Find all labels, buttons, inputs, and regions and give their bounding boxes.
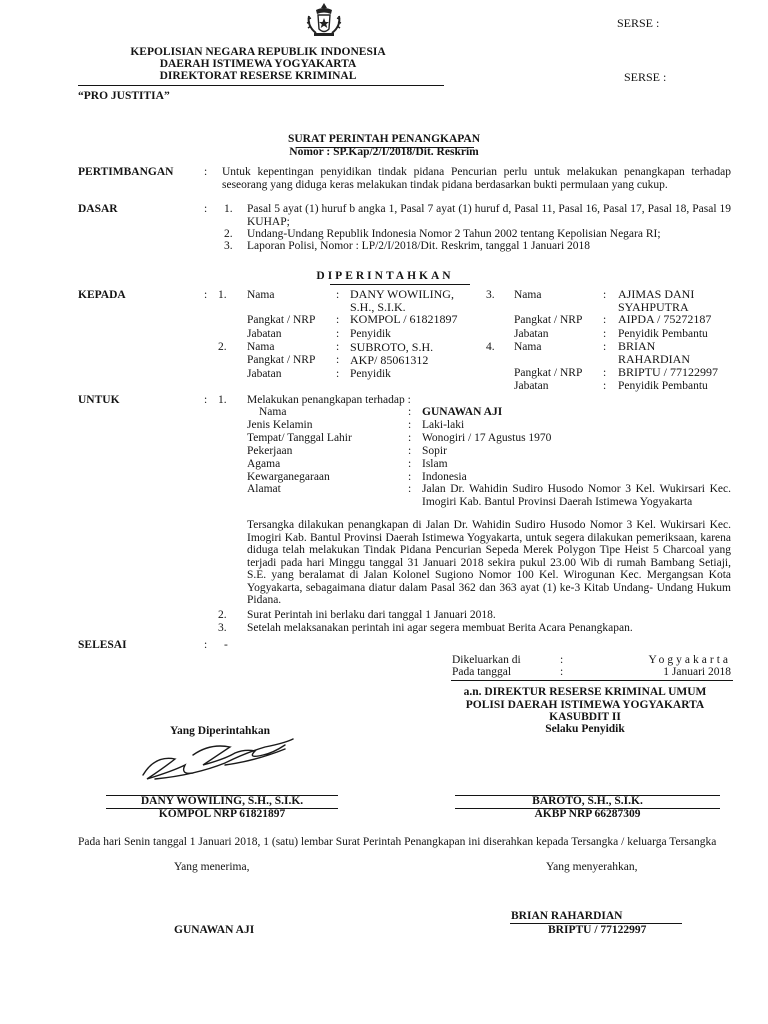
signature-icon [135, 735, 300, 787]
suspect-label: Kewarganegaraan [247, 471, 330, 483]
untuk-colon: : [204, 394, 208, 406]
sep-colon: : [336, 289, 340, 301]
untuk-item-num: 2. [218, 609, 227, 621]
sep-colon: : [603, 289, 607, 301]
dasar-item-text: Laporan Polisi, Nomor : LP/2/I/2018/Dit. Reskrim, tanggal 1 Januari 2018 [247, 240, 591, 252]
issued-place: Yogyakarta [648, 654, 731, 666]
pertimbangan-label: PERTIMBANGAN [78, 166, 174, 178]
left-signer-label: Yang Diperintahkan [169, 725, 270, 737]
pro-justitia: “PRO JUSTITIA” [78, 90, 170, 102]
diperintahkan-underline [330, 284, 470, 285]
suspect-value: Sopir [422, 445, 447, 457]
issued-underline [451, 680, 733, 681]
serse-right-label: SERSE : [624, 70, 667, 84]
issued-date: 1 Januari 2018 [663, 666, 731, 678]
nama-label: Nama [514, 289, 542, 301]
right-signer-nrp: AKBP NRP 66287309 [534, 808, 641, 820]
sep-colon: : [603, 367, 607, 379]
pertimbangan-text: Untuk kepentingan penyidikan tindak pidana Pencurian perlu untuk melakukan penangkapan terhadap seseorang yang diduga keras melakukan tindak pidana berdasarkan bukti permulaan yang cukup. [222, 166, 731, 191]
pangkat-label: Pangkat / NRP [247, 314, 316, 326]
sep-colon: : [336, 341, 340, 353]
authority-line-2: POLISI DAERAH ISTIMEWA YOGYAKARTA [465, 699, 705, 711]
org-line-3: DIREKTORAT RESERSE KRIMINAL [159, 70, 357, 82]
sep-colon: : [408, 483, 412, 495]
authority-line-3: KASUBDIT II [549, 711, 621, 723]
untuk-item-text: Setelah melaksanakan perintah ini agar segera membuat Berita Acara Penangkapan. [247, 622, 633, 634]
handover-note: Pada hari Senin tanggal 1 Januari 2018, 1 (satu) lembar Surat Perintah Penangkapan ini diserahkan kepada Tersangka / keluarga Tersangka [78, 836, 717, 848]
sep-colon: : [408, 458, 412, 470]
untuk-item-num: 1. [218, 394, 227, 406]
pangkat-label: Pangkat / NRP [247, 354, 316, 366]
sep-colon: : [336, 328, 340, 340]
jabatan-label: Jabatan [247, 368, 282, 380]
officer-pangkat: KOMPOL / 61821897 [350, 312, 458, 326]
kepada-label: KEPADA [78, 289, 126, 301]
pertimbangan-colon: : [204, 166, 208, 178]
sep-colon: : [560, 654, 564, 666]
receiver-label: Yang menerima, [174, 861, 250, 873]
authority-line-1: a.n. DIREKTUR RESERSE KRIMINAL UMUM [463, 686, 707, 698]
suspect-label: Agama [247, 458, 281, 470]
officer-num: 1. [218, 289, 227, 301]
sep-colon: : [603, 314, 607, 326]
receiver-name: GUNAWAN AJI [174, 924, 255, 936]
suspect-label: Alamat [247, 483, 281, 495]
untuk-item-num: 3. [218, 622, 227, 634]
untuk-item-text: Surat Perintah ini berlaku dari tanggal 1 Januari 2018. [247, 609, 496, 621]
suspect-label: Tempat/ Tanggal Lahir [247, 432, 352, 444]
sep-colon: : [408, 419, 412, 431]
jabatan-label: Jabatan [247, 328, 282, 340]
dasar-item-text: Undang-Undang Republik Indonesia Nomor 2 Tahun 2002 tentang Kepolisian Negara RI; [247, 228, 661, 240]
dasar-item-num: 3. [224, 240, 233, 252]
org-line-2: DAERAH ISTIMEWA YOGYAKARTA [159, 58, 357, 70]
sep-colon: : [408, 471, 412, 483]
kepada-colon: : [204, 289, 208, 301]
document-title: SURAT PERINTAH PENANGKAPAN [287, 133, 481, 145]
sep-colon: : [560, 666, 564, 678]
diperintahkan-heading: DIPERINTAHKAN [316, 270, 454, 282]
suspect-value: Laki-laki [422, 419, 465, 431]
officer-pangkat: BRIPTU / 77122997 [618, 365, 719, 379]
selesai-label: SELESAI [78, 639, 127, 651]
officer-jabatan: Penyidik Pembantu [618, 328, 708, 340]
suspect-address: Jalan Dr. Wahidin Sudiro Husodo Nomor 3 Kel. Wukirsari Kec. Imogiri Kab. Bantul Provinsi Daerah Istimewa Yogyakarta [422, 483, 731, 508]
document-number: Nomor : SP.Kap/2/I/2018/Dit. Reskrim [289, 146, 479, 158]
header-underline [78, 85, 444, 86]
issued-place-label: Dikeluarkan di [452, 654, 521, 666]
sep-colon: : [336, 354, 340, 366]
jabatan-label: Jabatan [514, 328, 549, 340]
officer-pangkat: AKP/ 85061312 [350, 353, 429, 367]
left-signer-nrp: KOMPOL NRP 61821897 [158, 808, 286, 820]
giver-nrp: BRIPTU / 77122997 [548, 924, 647, 936]
suspect-label: Nama [259, 406, 287, 418]
sep-colon: : [408, 406, 412, 418]
serse-top-label: SERSE : [617, 16, 660, 30]
suspect-value: Indonesia [422, 471, 467, 483]
sep-colon: : [336, 368, 340, 380]
sep-colon: : [603, 380, 607, 392]
untuk-item1-intro: Melakukan penangkapan terhadap : [247, 394, 411, 406]
suspect-value: Islam [422, 458, 448, 470]
officer-num: 3. [486, 289, 495, 301]
pangkat-label: Pangkat / NRP [514, 367, 583, 379]
officer-name: AJIMAS DANI SYAHPUTRA [618, 287, 695, 314]
nama-label: Nama [247, 341, 275, 353]
left-signer-name: DANY WOWILING, S.H., S.I.K. [140, 795, 304, 807]
officer-jabatan: Penyidik [350, 328, 391, 340]
suspect-value: GUNAWAN AJI [422, 406, 503, 418]
officer-pangkat: AIPDA / 75272187 [618, 312, 712, 326]
authority-line-4: Selaku Penyidik [545, 723, 625, 735]
sep-colon: : [603, 328, 607, 340]
jabatan-label: Jabatan [514, 380, 549, 392]
dasar-item-text: Pasal 5 ayat (1) huruf b angka 1, Pasal 7 ayat (1) huruf d, Pasal 11, Pasal 16, Pasal 17, Pasal 18, Pasal 19 KUHAP; [247, 203, 731, 228]
org-line-1: KEPOLISIAN NEGARA REPUBLIK INDONESIA [130, 46, 386, 58]
pangkat-label: Pangkat / NRP [514, 314, 583, 326]
officer-num: 2. [218, 341, 227, 353]
sep-colon: : [336, 314, 340, 326]
officer-name: SUBROTO, S.H. [350, 340, 434, 354]
nama-label: Nama [514, 341, 542, 353]
suspect-value: Wonogiri / 17 Agustus 1970 [422, 432, 552, 444]
police-emblem-icon [304, 2, 344, 38]
dasar-item-num: 2. [224, 228, 233, 240]
officer-name: BRIAN RAHARDIAN [618, 339, 690, 366]
nama-label: Nama [247, 289, 275, 301]
suspect-label: Jenis Kelamin [247, 419, 313, 431]
giver-name: BRIAN RAHARDIAN [511, 910, 623, 922]
officer-jabatan: Penyidik [350, 368, 391, 380]
dasar-item-num: 1. [224, 203, 233, 215]
selesai-colon: : [204, 639, 208, 651]
sep-colon: : [408, 432, 412, 444]
officer-name: DANY WOWILING, S.H., S.I.K. [350, 287, 454, 314]
untuk-label: UNTUK [78, 394, 120, 406]
dasar-colon: : [204, 203, 208, 215]
issued-date-label: Pada tanggal [452, 666, 512, 678]
selesai-value: - [224, 639, 228, 651]
officer-jabatan: Penyidik Pembantu [618, 380, 708, 392]
arrest-paragraph: Tersangka dilakukan penangkapan di Jalan Dr. Wahidin Sudiro Husodo Nomor 3 Kel. Wukirsari Kec. Imogiri Kab. Bantul Provinsi Daerah Istimewa Yogyakarta, untuk segera dilakukan pemeriksaan, karena diduga telah melakukan Tindak Pidana Pencurian Sepeda Merek Polygon Tipe Heist 5 Charcoal yang terjadi pada hari Minggu tanggal 31 Januari 2018 sekira pukul 23.00 Wib di rumah Bambang Setiaji, S.E. yang beralamat di Jalan Kolonel Sugiono Nomor 100 Kel. Wirogunan Kec. Mergangsan Kota Yogyakarta, sebagaimana diatur dalam Pasal 362 dan 363 ayat (1) ke-3 Kitab Undang- Undang Hukum Pidana. [247, 519, 731, 606]
dasar-label: DASAR [78, 203, 118, 215]
right-signer-name: BAROTO, S.H., S.I.K. [532, 795, 643, 807]
giver-label: Yang menyerahkan, [546, 861, 638, 873]
officer-num: 4. [486, 341, 495, 353]
suspect-label: Pekerjaan [247, 445, 293, 457]
sep-colon: : [408, 445, 412, 457]
sep-colon: : [603, 341, 607, 353]
